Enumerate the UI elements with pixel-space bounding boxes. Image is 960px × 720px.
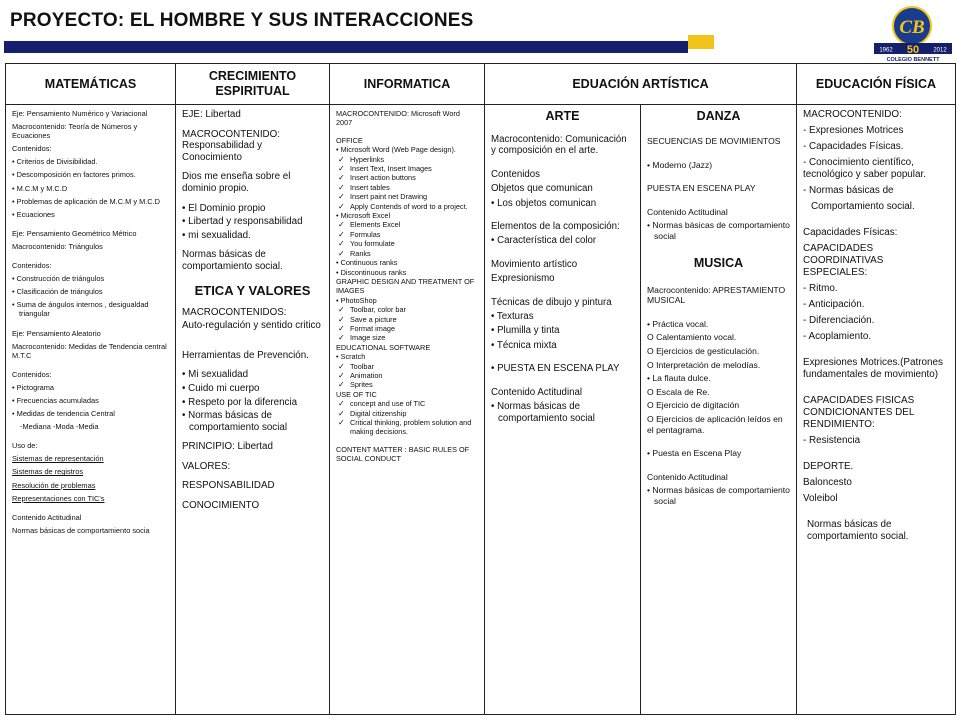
text-line: O Calentamiento vocal.: [647, 332, 737, 343]
text-line: MACROCONTENIDO: Microsoft Word 2007: [336, 109, 460, 128]
checklist-item: ✓ Toolbar: [336, 362, 478, 371]
list-item: • Los objetos comunican: [491, 198, 634, 209]
checklist-item: ✓ Insert tables: [336, 183, 478, 192]
text-line: - Acoplamiento.: [803, 331, 872, 342]
list-item: • Técnica mixta: [491, 340, 634, 351]
checklist-item: ✓ Hyperlinks: [336, 155, 478, 164]
list-item: • M.C.M y M.C.D: [12, 184, 169, 193]
text-line: - Anticipación.: [803, 299, 865, 310]
text-line: Expresiones Motrices.(Patrones fundamentales de movimiento): [803, 357, 943, 380]
list-item: • Puesta en Escena Play: [647, 448, 790, 459]
text-line: Expresionismo: [491, 273, 555, 285]
text-line: GRAPHIC DESIGN AND TREATMENT OF IMAGES: [336, 276, 475, 296]
text-line: SECUENCIAS DE MOVIMIENTOS: [647, 136, 781, 146]
list-item: • Construcción de triángulos: [12, 274, 169, 283]
checklist-item: ✓ Insert action buttons: [336, 173, 478, 182]
list-item: • Libertad y responsabilidad: [182, 216, 323, 228]
list-item: • Texturas: [491, 311, 634, 322]
list-item: • Ecuaciones: [12, 210, 169, 219]
list-item: • Normas básicas de comportamiento social: [647, 220, 790, 241]
list-item: • Descomposición en factores primos.: [12, 170, 169, 179]
header-educacion-artistica: EDUACIÓN ARTÍSTICA: [485, 64, 797, 105]
text-line: Contenidos: [491, 168, 541, 180]
table-content-row: [6, 105, 956, 715]
checklist-item: ✓ Insert paint net Drawing: [336, 192, 478, 201]
logo-number: 50: [906, 44, 920, 56]
list-item: • Frecuencias acumuladas: [12, 396, 169, 405]
table-header-row: [6, 64, 956, 105]
text-line: Macrocontenido: Comunicación y composición en el arte.: [491, 134, 627, 157]
checklist-item: ✓ You formulate: [336, 239, 478, 248]
checklist-item: ✓ Image size: [336, 333, 478, 342]
informatica-cell: [330, 105, 485, 715]
text-line: - Capacidades Físicas.: [803, 141, 904, 152]
checklist-item: ✓ Elements Excel: [336, 220, 478, 229]
checklist-item: ✓ Animation: [336, 371, 478, 380]
math-cell: [6, 105, 176, 715]
text-line: EDUCATIONAL SOFTWARE: [336, 342, 431, 352]
text-line: MACROCONTENIDOS:: [182, 306, 287, 318]
checklist-item: ✓ Ranks: [336, 249, 478, 258]
list-item: • Suma de ángulos internos , desigualdad triangular: [12, 300, 169, 318]
list-item: • Característica del color: [491, 235, 634, 246]
list-item: • Scratch: [336, 352, 478, 361]
underlined-item: Sistemas de representación: [12, 454, 104, 464]
text-line: RESPONSABILIDAD: [182, 480, 275, 492]
spiritual-cell: [176, 105, 330, 715]
text-line: VALORES:: [182, 460, 231, 472]
text-line: CAPACIDADES COORDINATIVAS ESPECIALES:: [803, 243, 884, 278]
section-heading-danza: DANZA: [696, 109, 741, 123]
underlined-item: Sistemas de registros: [12, 467, 84, 477]
checklist-item: ✓ Sprites: [336, 380, 478, 389]
list-item: • PUESTA EN ESCENA PLAY: [491, 363, 634, 374]
underlined-item: Resolución de problemas: [12, 480, 96, 490]
checklist-item: ✓ Toolbar, color bar: [336, 305, 478, 314]
text-line: Técnicas de dibujo y pintura: [491, 296, 612, 308]
list-item: • Discontinuous ranks: [336, 268, 478, 277]
list-item: • Clasificación de triángulos: [12, 287, 169, 296]
checklist-item: ✓ Insert Text, Insert Images: [336, 164, 478, 173]
list-item: • Práctica vocal.: [647, 319, 790, 330]
text-line: - Normas básicas de: [803, 185, 894, 196]
text-line: - Resistencia: [803, 435, 861, 446]
list-item: • Mi sexualidad: [182, 369, 323, 381]
text-line: - Ritmo.: [803, 283, 838, 294]
text-line: Macrocontenido: Teoría de Números y Ecuaciones: [12, 122, 138, 141]
text-line: Macrocontenido: Medidas de Tendencia central M.T.C: [12, 341, 167, 360]
list-item: • Criterios de Divisibilidad.: [12, 157, 169, 166]
list-item: • El Dominio propio: [182, 203, 323, 215]
text-line: Elementos de la composición:: [491, 221, 620, 233]
list-item: • Moderno (Jazz): [647, 160, 790, 171]
text-line: Contenido Actitudinal: [647, 206, 728, 217]
list-item: • Normas básicas de comportamiento social: [647, 485, 790, 506]
text-line: Voleibol: [803, 493, 838, 504]
header-educacion-fisica: EDUCACIÓN FÍSICA: [797, 64, 956, 105]
list-item: • Respeto por la diferencia: [182, 397, 323, 409]
header-crecimiento-espiritual: CRECIMIENTO ESPIRITUAL: [176, 64, 330, 105]
text-line: O Ejercicios de aplicación leídos en el pentagrama.: [647, 413, 783, 435]
fisica-cell: [797, 105, 956, 715]
text-line: Contenidos:: [12, 261, 52, 271]
list-item: • Normas básicas de comportamiento social: [182, 410, 323, 433]
arte-cell: [485, 105, 641, 715]
text-line: Normas básicas de comportamiento social.: [182, 249, 283, 272]
logo-initials: CB: [899, 17, 925, 38]
list-item: • Normas básicas de comportamiento social: [491, 401, 634, 424]
text-line: Contenidos:: [12, 369, 52, 379]
text-line: Auto-regulación y sentido critico: [182, 320, 321, 332]
logo-name: COLEGIO BENNETT: [886, 57, 940, 62]
text-line: Eje: Pensamiento Geométrico Métrico: [12, 228, 137, 238]
logo-year-right: 2012: [933, 47, 947, 54]
list-item: • Plumilla y tinta: [491, 325, 634, 336]
checklist-item: ✓ Digital citizenship: [336, 409, 478, 418]
text-line: - Conocimiento científico, tecnológico y saber popular.: [803, 157, 926, 180]
text-line: MACROCONTENIDO:: [803, 109, 902, 120]
text-line: Comportamiento social.: [811, 201, 915, 212]
checklist-item: ✓ Apply Contends of word to a project.: [336, 202, 478, 211]
text-line: Movimiento artístico: [491, 258, 578, 270]
checklist-item: ✓ concept and use of TIC: [336, 399, 478, 408]
text-line: Macrocontenido: Triángulos: [12, 241, 103, 251]
text-line: CONOCIMIENTO: [182, 500, 260, 512]
danza-musica-cell: [641, 105, 797, 715]
section-heading-etica: ETICA Y VALORES: [194, 282, 311, 298]
text-line: OFFICE: [336, 135, 363, 145]
checklist-item: ✓ Formulas: [336, 230, 478, 239]
title-underline-bar: [4, 41, 688, 53]
text-line: PRINCIPIO: Libertad: [182, 441, 273, 453]
text-line: DEPORTE.: [803, 461, 854, 472]
logo-year-left: 1962: [879, 47, 893, 54]
header-informatica: INFORMATICA: [330, 64, 485, 105]
list-item: • PhotoShop: [336, 296, 478, 305]
list-item: • Pictograma: [12, 383, 169, 392]
list-item: • Problemas de aplicación de M.C.M y M.C.D: [12, 197, 169, 206]
section-heading-musica: MUSICA: [693, 255, 744, 270]
list-item: • La flauta dulce.: [647, 373, 790, 384]
text-line: - Expresiones Motrices: [803, 125, 904, 136]
text-line: MACROCONTENIDO: Responsabilidad y Conocimiento: [182, 128, 280, 163]
text-line: O Interpretación de melodías.: [647, 359, 761, 370]
text-line: Contenido Actitudinal: [647, 471, 728, 482]
text-line: Normas básicas de comportamiento social.: [807, 519, 909, 542]
checklist-item: ✓ Critical thinking, problem solution and making decisions.: [336, 418, 478, 437]
checklist-item: ✓ Format image: [336, 324, 478, 333]
text-line: Objetos que comunican: [491, 183, 593, 195]
text-line: Uso de:: [12, 441, 38, 451]
text-line: Contenido Actitudinal: [12, 512, 82, 522]
text-line: USE OF TIC: [336, 389, 377, 399]
checklist-item: ✓ Save a picture: [336, 315, 478, 324]
list-item: • Microsoft Word (Web Page design).: [336, 145, 478, 154]
text-line: Baloncesto: [803, 477, 852, 488]
text-line: - Diferenciación.: [803, 315, 875, 326]
list-item: • Cuido mi cuerpo: [182, 383, 323, 395]
page-title: PROYECTO: EL HOMBRE Y SUS INTERACCIONES: [10, 10, 474, 31]
curriculum-table: [5, 63, 956, 715]
school-logo: [872, 2, 954, 62]
text-line: CONTENT MATTER : BASIC RULES OF SOCIAL CONDUCT: [336, 444, 470, 464]
list-item: • Microsoft Excel: [336, 211, 478, 220]
text-line: Eje: Pensamiento Numérico y Variacional: [12, 109, 148, 118]
text-line: Herramientas de Prevención.: [182, 349, 309, 361]
text-line: Contenido Actitudinal: [491, 386, 583, 398]
text-line: O Ejercicio de digitación: [647, 400, 740, 411]
text-line: CAPACIDADES FISICAS CONDICIONANTES DEL RENDIMIENTO:: [803, 395, 915, 430]
text-line: Contenidos:: [12, 144, 52, 154]
underlined-item: Representaciones con TIC's: [12, 493, 105, 503]
list-item: • Continuous ranks: [336, 258, 478, 267]
text-line: O Ejercicios de gesticulación.: [647, 345, 760, 356]
list-item: • mi sexualidad.: [182, 230, 323, 242]
text-line: Normas básicas de comportamiento socia: [12, 525, 150, 535]
text-line: Macrocontenido: APRESTAMIENTO MUSICAL: [647, 284, 786, 306]
text-line: O Escala de Re.: [647, 386, 710, 397]
text-line: Dios me enseña sobre el dominio propio.: [182, 171, 291, 194]
title-accent-bar: [688, 35, 714, 49]
list-item: • Medidas de tendencia Central: [12, 409, 169, 418]
text-line: Capacidades Físicas:: [803, 227, 898, 238]
section-heading-arte: ARTE: [545, 109, 580, 123]
text-line: EJE: Libertad: [182, 109, 241, 120]
text-line: PUESTA EN ESCENA PLAY: [647, 183, 756, 194]
header-matematicas: MATEMÁTICAS: [6, 64, 176, 105]
text-line: Eje: Pensamiento Aleatorio: [12, 328, 101, 338]
text-line: -Mediana -Moda -Media: [20, 422, 99, 432]
